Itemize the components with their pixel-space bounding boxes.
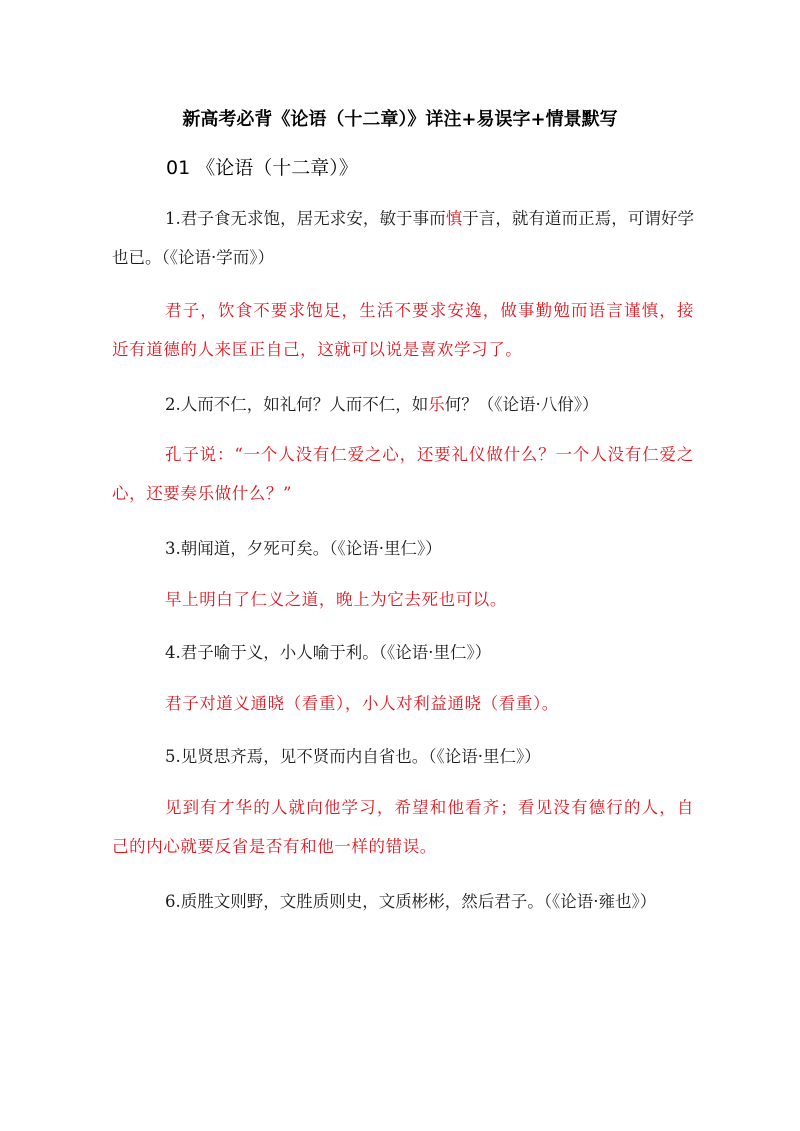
translation-5: 见到有才华的人就向他学习，希望和他看齐；看见没有德行的人，自己的内心就要反省是否有和他一样的错误。 [112, 798, 694, 856]
verse-1-highlight: 慎 [445, 209, 463, 228]
translation-3: 早上明白了仁义之道，晚上为它去死也可以。 [165, 590, 507, 609]
verse-1-text-after: 于言，就有道而正焉，可谓好学也已。（《论语·学而》） [112, 209, 694, 267]
verse-1 [112, 199, 694, 277]
verse-2-text-before: 2.人而不仁，如礼何？人而不仁，如 [165, 395, 429, 414]
verse-5: 5.见贤思齐焉，见不贤而内自省也。（《论语·里仁》） [165, 747, 541, 766]
verse-2-highlight: 乐 [428, 395, 445, 414]
translation-1: 君子，饮食不要求饱足，生活不要求安逸，做事勤勉而语言谨慎，接近有道德的人来匡正自己，这就可以说是喜欢学习了。 [112, 301, 694, 359]
translation-2: 孔子说：“一个人没有仁爱之心，还要礼仪做什么？一个人没有仁爱之心，还要奏乐做什么？” [112, 445, 694, 503]
verse-2-text-after: 何？（《论语·八佾》） [444, 395, 599, 414]
verse-6: 6.质胜文则野，文胜质则史，文质彬彬，然后君子。（《论语·雍也》） [165, 892, 657, 911]
translation-4: 君子对道义通晓（看重），小人对利益通晓（看重）。 [165, 694, 559, 713]
verse-4: 4.君子喻于义，小人喻于利。（《论语·里仁》） [165, 643, 492, 662]
verse-2 [112, 385, 694, 424]
verse-1-text-before: 1.君子食无求饱，居无求安，敏于事而 [165, 209, 446, 228]
section-heading: 01 《论语（十二章）》 [166, 157, 358, 179]
document-title: 新高考必背《论语（十二章）》详注+易误字+情景默写 [182, 109, 618, 130]
verse-3: 3.朝闻道，夕死可矣。（《论语·里仁》） [165, 539, 442, 558]
